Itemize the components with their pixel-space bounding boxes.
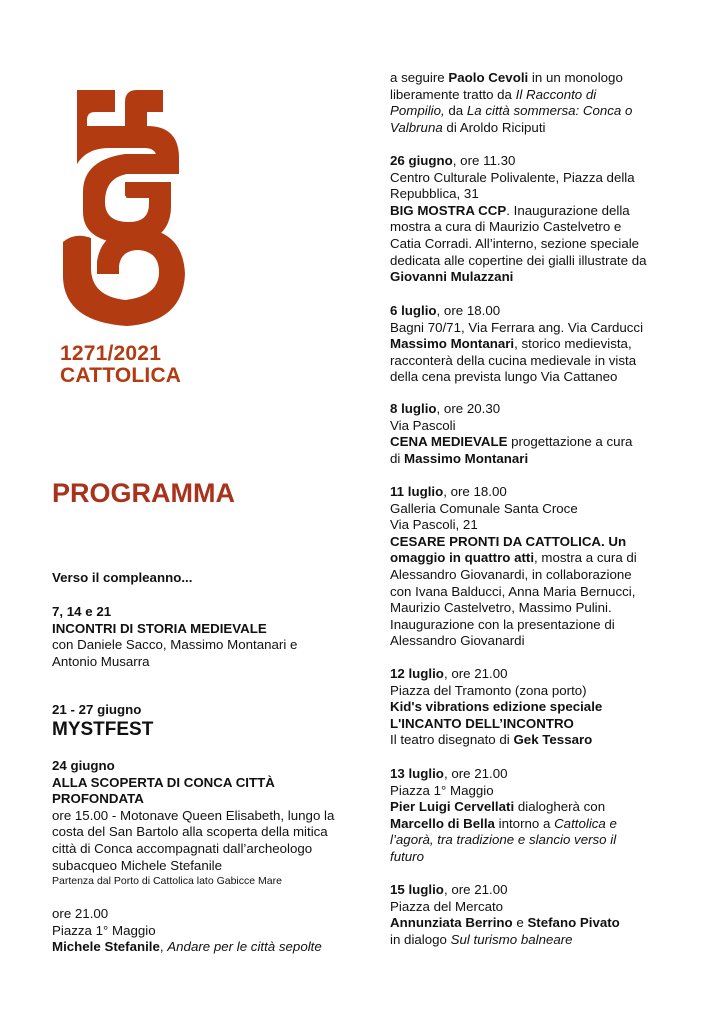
speaker-name: Giovanni Mulazzani [390,269,514,285]
event-title: INCONTRI DI STORIA MEDIEVALE [52,620,267,636]
event-date: 26 giugno [390,153,453,168]
logo-wordmark [60,343,181,387]
event-text: città di Conca accompagnati dall’archeologo [52,840,313,856]
event-time: , ore 21.00 [443,666,508,681]
event-date: 24 giugno [52,758,115,773]
event-place: Piazza del Mercato [390,898,504,914]
event-time: ore 21.00 [52,906,109,921]
event-text: Il teatro disegnato di [390,732,514,748]
event-cevoli [390,70,690,136]
event-date: 15 luglio [390,882,444,897]
cattolica-logo-icon [55,82,195,337]
event-place: Piazza del Tramonto (zona porto) [390,682,587,698]
intro-text: Verso il compleanno... [52,570,193,585]
event-title: ALLA SCOPERTA DI CONCA CITTÀ [52,774,275,790]
event-conca [52,758,357,888]
event-text: di [390,450,405,466]
event-time: , ore 11.30 [452,153,516,168]
event-text: Inaugurazione con la presentazione di [390,616,615,632]
event-date: 21 - 27 giugno [52,702,142,717]
event-date: 11 luglio [390,484,444,499]
event-text: ore 15.00 - Motonave Queen Elisabeth, lungo la [52,807,335,823]
event-title: L'INCANTO DELL’INCONTRO [390,715,574,731]
event-text: a seguire [390,70,449,85]
event-text: da [444,103,467,119]
event-text: . Inaugurazione della [506,202,630,218]
event-date: 12 luglio [390,666,444,681]
event-text: Alessandro Giovanardi [390,633,525,649]
event-date: 6 luglio [390,303,437,318]
event-place: Piazza 1° Maggio [390,782,494,798]
event-place: Via Pascoli, 21 [390,517,478,533]
event-text: subacqueo Michele Stefanile [52,857,223,873]
event-text: mostra a cura di Maurizio Castelvetro e [390,219,622,235]
event-title: CENA MEDIEVALE [390,434,508,450]
event-title: Kid's vibrations edizione speciale [390,699,603,715]
speaker-name: Massimo Montanari [404,450,529,466]
work-title: Pompilio, [390,103,445,119]
event-text: e [512,915,528,931]
event-place: Repubblica, 31 [390,186,479,202]
event-berrino [390,882,690,948]
event-time: , ore 18.00 [436,303,501,318]
event-date: 8 luglio [390,401,437,416]
work-title: Il Racconto di [515,86,597,102]
work-title: Sul turismo balneare [450,931,573,947]
work-title: Andare per le città sepolte [167,939,322,955]
event-text: dedicata alle copertine dei gialli illustrate da [390,252,647,268]
event-text: dialogherà con [514,799,606,815]
page-title: PROGRAMMA [52,478,235,508]
event-time: , ore 18.00 [443,484,507,499]
work-title: Cattolica e [554,815,617,831]
event-title: MYSTFEST [52,718,154,740]
speaker-name: Annunziata Berrino [390,915,513,931]
event-stefanile [52,906,362,956]
event-text: Antonio Musarra [52,653,150,669]
event-big-mostra [390,153,690,286]
event-cervellati [390,766,690,866]
event-date: 7, 14 e 21 [52,604,112,619]
event-incontri [52,604,352,670]
separator: , [159,939,168,955]
event-montanari-talk [390,303,690,386]
event-text: Catia Corradi. All’interno, sezione speciale [390,235,640,251]
speaker-name: Pier Luigi Cervellati [390,799,515,815]
logo-city: CATTOLICA [60,364,182,387]
event-time: , ore 21.00 [443,766,508,781]
event-place: Bagni 70/71, Via Ferrara ang. Via Carducci [390,319,644,335]
event-title: BIG MOSTRA CCP [390,202,507,218]
event-time: , ore 20.30 [436,401,501,416]
event-kids [390,666,690,749]
event-pronti [390,484,690,650]
event-mystfest [52,702,352,741]
event-date: 13 luglio [390,766,444,781]
speaker-name: Stefano Pivato [527,915,620,931]
event-cena [390,401,690,467]
speaker-name: Paolo Cevoli [448,70,529,85]
speaker-name: Massimo Montanari [390,336,515,352]
work-title: futuro [390,848,425,864]
event-text: in dialogo [390,931,451,947]
event-text: intorno a [494,815,555,831]
work-title: Valbruna [390,119,443,135]
speaker-name: Michele Stefanile [52,939,160,955]
event-text: costa del San Bartolo alla scoperta della mitica [52,824,328,840]
event-text: della cena prevista lungo Via Cattaneo [390,369,618,385]
event-text: Alessandro Giovanardi, in collaborazione [390,566,632,582]
event-text: con Daniele Sacco, Massimo Montanari e [52,637,298,653]
event-text: in un monologo [528,70,623,85]
event-text: con Ivana Balducci, Anna Maria Bernucci, [390,583,636,599]
event-title: omaggio in quattro atti [390,550,535,566]
speaker-name: Gek Tessaro [513,732,593,748]
event-title: CESARE PRONTI DA CATTOLICA. Un [390,533,627,549]
event-place: Galleria Comunale Santa Croce [390,500,578,516]
event-time: , ore 21.00 [443,882,508,897]
event-text: di Aroldo Riciputi [442,119,546,135]
event-text: , storico medievista, [514,336,632,352]
event-text: Maurizio Castelvetro, Massimo Pulini. [390,600,612,616]
work-title: La città sommersa: Conca o [466,103,633,119]
event-text: racconterà della cucina medievale in vista [390,352,637,368]
event-text: liberamente tratto da [390,86,516,102]
speaker-name: Marcello di Bella [390,815,495,831]
event-text: progettazione a cura [507,434,633,450]
event-title: PROFONDATA [52,791,144,807]
logo-years: 1271/2021 [60,342,162,365]
work-title: l’agorà, tra tradizione e slancio verso il [390,832,617,848]
event-note: Partenza dal Porto di Cattolica lato Gabicce Mare [52,875,282,888]
event-place: Centro Culturale Polivalente, Piazza della [390,169,635,185]
event-place: Via Pascoli [390,417,456,433]
event-text: , mostra a cura di [534,550,637,566]
event-place: Piazza 1° Maggio [52,922,156,938]
